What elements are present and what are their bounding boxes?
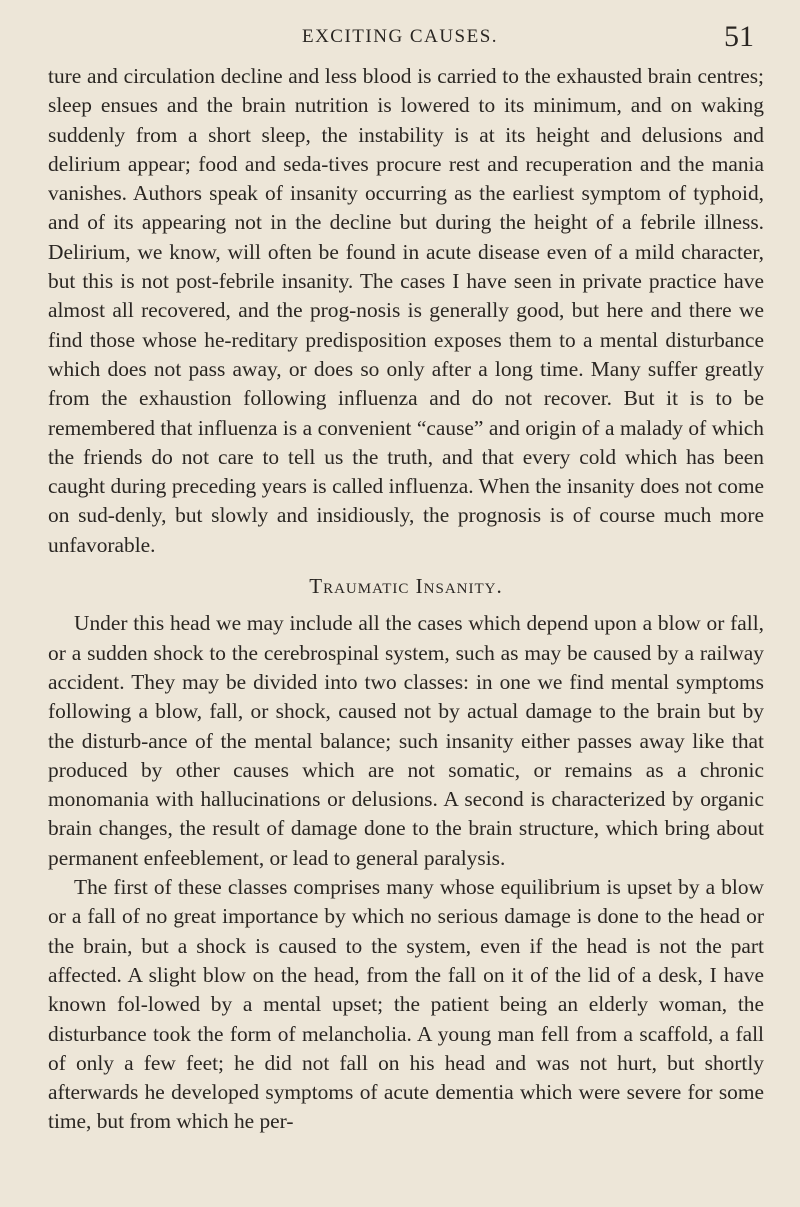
running-title: EXCITING CAUSES. <box>301 26 499 47</box>
paragraph-continuation: ture and circulation decline and less blood is carried to the exhausted brain centres; sleep ensues and the brain nutrition is lowered to its minimum, and on waking suddenly from a short sleep, the instability is at its height and delusions and delirium appear; food and seda-tives procure rest and recuperation and the mania vanishes. Authors speak of insanity occurring as the earliest symptom of typhoid, and of its appearing not in the decline but during the height of a febrile illness. Delirium, we know, will often be found in acute disease even of a mild character, but this is not post-febrile insanity. The cases I have seen in private practice have almost all recovered, and the prog-nosis is generally good, but here and there we find those whose he-reditary predisposition exposes them to a mental disturbance which does not pass away, or does so only after a long time. Many suffer greatly from the exhaustion following influenza and do not recover. But it is to be remembered that influenza is a convenient “cause” and origin of a malady of which the friends do not care to tell us the truth, and that every cold which has been caught during preceding years is called influenza. When the insanity does not come on sud-denly, but slowly and insidiously, the prognosis is of course much more unfavorable. <box>48 64 764 557</box>
page-number: 51 <box>724 20 754 53</box>
body-text <box>48 62 764 1137</box>
section-heading: Traumatic Insanity. <box>309 574 503 599</box>
paragraph: Under this head we may include all the cases which depend upon a blow or fall, or a sudden shock to the cerebrospinal system, such as may be caused by a railway accident. They may be divided into two classes: in one we find mental symptoms following a blow, fall, or shock, caused not by actual damage to the brain but by the disturb-ance of the mental balance; such insanity either passes away like that produced by other causes which are not somatic, or remains as a chronic monomania with hallucinations or delusions. A second is characterized by organic brain changes, the result of damage done to the brain structure, which bring about permanent enfeeblement, or lead to general paralysis. <box>48 611 764 870</box>
paragraph: The first of these classes comprises many whose equilibrium is upset by a blow or a fall of no great importance by which no serious damage is done to the head or the brain, but a shock is caused to the system, even if the head is not the part affected. A slight blow on the head, from the fall on it of the lid of a desk, I have known fol-lowed by a mental upset; the patient being an elderly woman, the disturbance took the form of melancholia. A young man fell from a scaffold, a fall of only a few feet; he did not fall on his head and was not hurt, but shortly afterwards he developed symptoms of acute dementia which were severe for some time, but from which he per- <box>48 875 764 1134</box>
running-head <box>0 20 800 60</box>
